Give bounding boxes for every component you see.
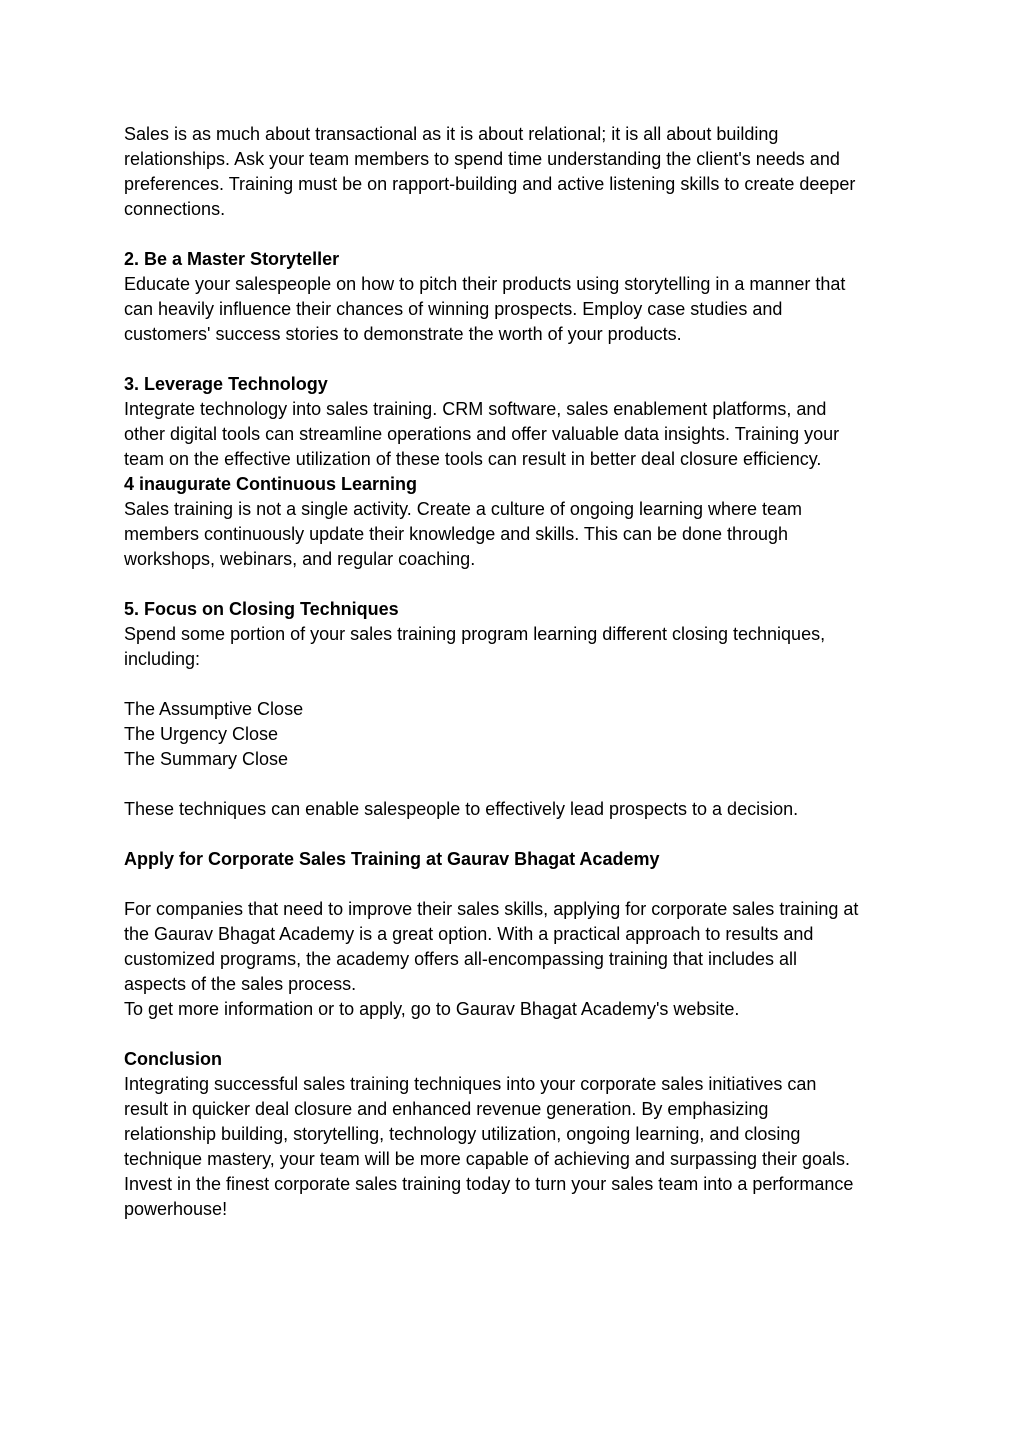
section-apply: [124, 847, 904, 1022]
blank-line: [124, 672, 904, 697]
blank-line: [124, 572, 904, 597]
text-line: preferences. Training must be on rapport-building and active listening skills to create deeper: [124, 174, 856, 194]
section-heading: Conclusion: [124, 1049, 222, 1069]
text-line: team on the effective utilization of these tools can result in better deal closure efficiency.: [124, 449, 822, 469]
text-line: result in quicker deal closure and enhanced revenue generation. By emphasizing: [124, 1099, 769, 1119]
text-line: Educate your salespeople on how to pitch their products using storytelling in a manner that: [124, 274, 846, 294]
text-line: Invest in the finest corporate sales training today to turn your sales team into a performance: [124, 1174, 854, 1194]
text-line: can heavily influence their chances of winning prospects. Employ case studies and: [124, 299, 783, 319]
technique-item: The Summary Close: [124, 749, 289, 769]
section-technology: [124, 372, 904, 472]
section-heading: Apply for Corporate Sales Training at Gaurav Bhagat Academy: [124, 849, 660, 869]
blank-line: [124, 772, 904, 797]
section-heading: 4 inaugurate Continuous Learning: [124, 474, 418, 494]
text-line: relationship building, storytelling, technology utilization, ongoing learning, and closing: [124, 1124, 801, 1144]
text-line: connections.: [124, 199, 226, 219]
text-line: relationships. Ask your team members to spend time understanding the client's needs and: [124, 149, 840, 169]
section-continuous-learning: [124, 472, 904, 572]
blank-line: [124, 347, 904, 372]
text-line: Integrating successful sales training techniques into your corporate sales initiatives can: [124, 1074, 817, 1094]
section-heading: 2. Be a Master Storyteller: [124, 249, 340, 269]
text-line: customers' success stories to demonstrate the worth of your products.: [124, 324, 682, 344]
text-line: technique mastery, your team will be more capable of achieving and surpassing their goals.: [124, 1149, 851, 1169]
section-heading: 3. Leverage Technology: [124, 374, 328, 394]
blank-line: [124, 822, 904, 847]
text-line: For companies that need to improve their sales skills, applying for corporate sales training at: [124, 899, 859, 919]
text-line: including:: [124, 649, 201, 669]
text-line: members continuously update their knowledge and skills. This can be done through: [124, 524, 789, 544]
blank-line: [124, 222, 904, 247]
text-line: These techniques can enable salespeople to effectively lead prospects to a decision.: [124, 799, 799, 819]
text-line: Spend some portion of your sales training program learning different closing techniques,: [124, 624, 826, 644]
text-line: other digital tools can streamline operations and offer valuable data insights. Training your: [124, 424, 840, 444]
section-heading: 5. Focus on Closing Techniques: [124, 599, 399, 619]
text-line: the Gaurav Bhagat Academy is a great option. With a practical approach to results and: [124, 924, 814, 944]
text-line: workshops, webinars, and regular coaching.: [124, 549, 476, 569]
technique-item: The Assumptive Close: [124, 699, 304, 719]
intro-paragraph: [124, 122, 904, 222]
text-line: Sales is as much about transactional as it is about relational; it is all about building: [124, 124, 779, 144]
section-storyteller: [124, 247, 904, 347]
section-closing-techniques: [124, 597, 904, 822]
text-line: To get more information or to apply, go to Gaurav Bhagat Academy's website.: [124, 999, 740, 1019]
blank-line: [124, 872, 904, 897]
text-line: Integrate technology into sales training. CRM software, sales enablement platforms, and: [124, 399, 827, 419]
section-conclusion: [124, 1047, 904, 1222]
text-line: powerhouse!: [124, 1199, 228, 1219]
text-line: customized programs, the academy offers all-encompassing training that includes all: [124, 949, 798, 969]
text-line: aspects of the sales process.: [124, 974, 357, 994]
technique-item: The Urgency Close: [124, 724, 279, 744]
document-page: [124, 122, 904, 1222]
blank-line: [124, 1022, 904, 1047]
text-line: Sales training is not a single activity. Create a culture of ongoing learning where team: [124, 499, 803, 519]
